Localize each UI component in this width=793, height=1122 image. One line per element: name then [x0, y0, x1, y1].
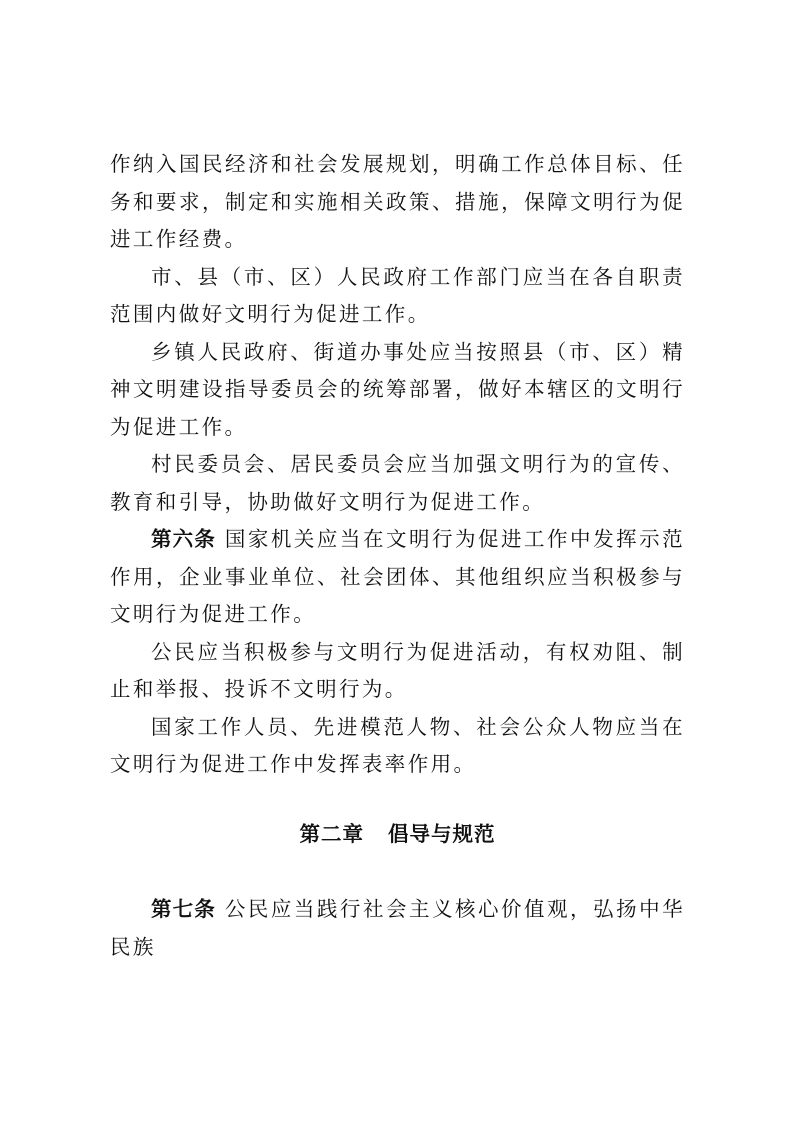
paragraph-township-government: 乡镇人民政府、街道办事处应当按照县（市、区）精神文明建设指导委员会的统筹部署，做好本辖区的文明行为促进工作。 [110, 339, 685, 439]
article-6 [110, 521, 685, 634]
paragraph-public-figures: 国家工作人员、先进模范人物、社会公众人物应当在文明行为促进工作中发挥表率作用。 [110, 714, 685, 776]
chapter-number: 第二章 [299, 821, 364, 846]
document-page [110, 146, 685, 966]
paragraph-municipal-departments: 市、县（市、区）人民政府工作部门应当在各自职责范围内做好文明行为促进工作。 [110, 264, 685, 326]
article-7-label: 第七条 [151, 897, 216, 921]
article-6-label: 第六条 [151, 527, 216, 551]
paragraph-village-committees: 村民委员会、居民委员会应当加强文明行为的宣传、教育和引导，协助做好文明行为促进工作。 [110, 452, 685, 514]
paragraph-continuation: 作纳入国民经济和社会发展规划，明确工作总体目标、任务和要求，制定和实施相关政策、措施，保障文明行为促进工作经费。 [110, 152, 685, 251]
chapter-title: 倡导与规范 [388, 821, 496, 846]
chapter-heading [110, 816, 685, 854]
article-7 [110, 891, 685, 966]
article-7-text: 公民应当践行社会主义核心价值观，弘扬中华民族 [110, 897, 686, 959]
paragraph-citizens: 公民应当积极参与文明行为促进活动，有权劝阻、制止和举报、投诉不文明行为。 [110, 639, 685, 701]
article-6-text: 国家机关应当在文明行为促进工作中发挥示范作用，企业事业单位、社会团体、其他组织应当积极参与文明行为促进工作。 [110, 527, 686, 626]
